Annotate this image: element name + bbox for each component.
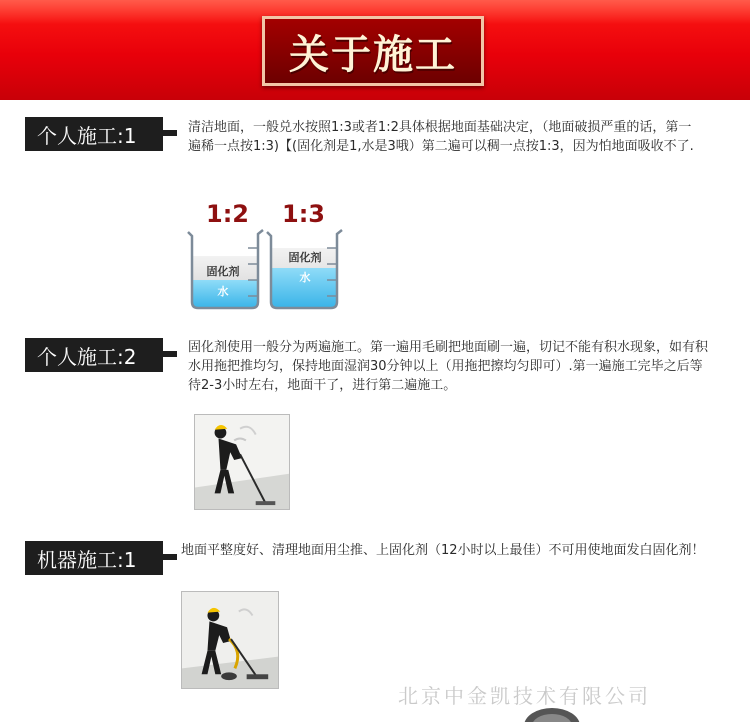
beaker-2-water-label: 水	[299, 271, 311, 284]
worker-mopping-photo	[194, 414, 290, 510]
beaker-2-agent-label: 固化剂	[288, 251, 322, 264]
ratio-label-2: 1:3	[282, 200, 325, 228]
label-tail	[163, 130, 177, 136]
section-label-1-text: 个人施工:1	[37, 123, 137, 148]
label-tail	[163, 351, 177, 357]
beaker-1-water-label: 水	[217, 285, 229, 298]
label-tail	[163, 554, 177, 560]
section-label-2	[25, 338, 163, 372]
title-plate	[262, 16, 484, 86]
page-title: 关于施工	[289, 31, 457, 78]
section-label-3	[25, 541, 163, 575]
section-text-1: 清洁地面，一般兑水按照1:3或者1:2具体根据地面基础决定，（地面破损严重的话，第一遍稀一点按1:3)【(固化剂是1,水是3哦）第二遍可以稠一点按1:3，因为怕地面吸收不了.	[188, 120, 694, 154]
section-text-3: 地面平整度好、清理地面用尘推、上固化剂（12小时以上最佳）不可用使地面发白固化剂！	[181, 543, 705, 558]
section-label-1	[25, 117, 163, 151]
ratio-label-1: 1:2	[206, 200, 249, 228]
section-text-2: 固化剂使用一般分为两遍施工。第一遍用毛刷把地面刷一遍，切记不能有积水现象，如有积水用拖把推均匀，保持地面湿润30分钟以上（用拖把擦均匀即可）.第一遍施工完毕之后等待2-3小时左右，地面干了，进行第二遍施工。	[188, 340, 709, 393]
section-label-3-text: 机器施工:1	[37, 547, 137, 572]
beaker-1-agent-label: 固化剂	[206, 265, 240, 278]
logo-partial-icon	[522, 704, 582, 722]
company-watermark: 北京中金凯技术有限公司	[398, 684, 651, 708]
header-banner	[0, 0, 750, 100]
section-label-2-text: 个人施工:2	[37, 344, 137, 369]
worker-machine-photo	[181, 591, 279, 689]
